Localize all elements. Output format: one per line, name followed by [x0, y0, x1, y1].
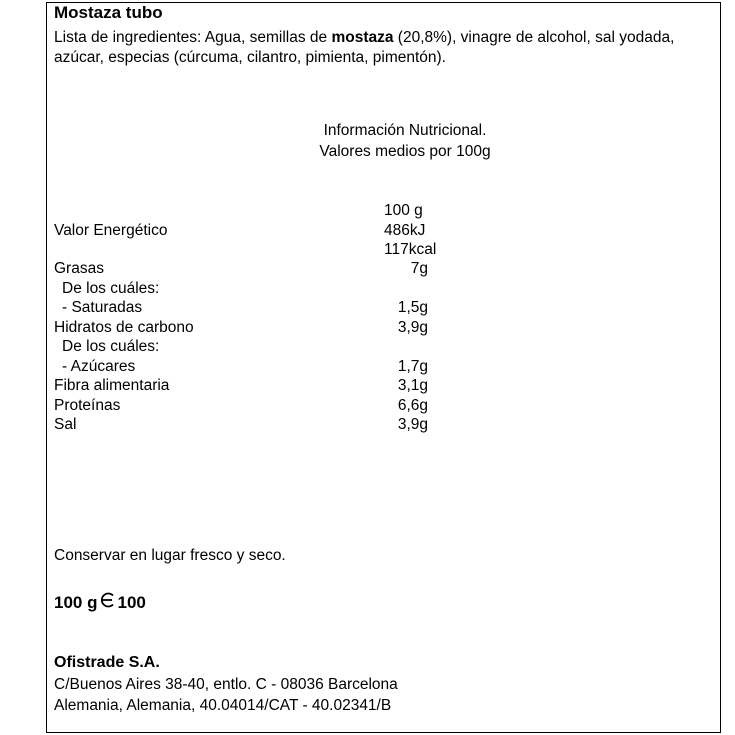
nutrition-row-label: - Saturadas	[62, 299, 143, 316]
ingredients-highlight: mostaza	[331, 29, 394, 46]
nutrition-row-value: 1,5g	[397, 299, 428, 316]
net-weight-value: 100	[117, 592, 146, 612]
nutrition-row-label: Sal	[54, 416, 77, 433]
nutrition-header-line1: Información Nutricional.	[323, 122, 487, 139]
nutrition-row-label: De los cuáles:	[62, 338, 160, 355]
nutrition-column-header: 100 g	[384, 202, 423, 219]
ingredients-prefix: Lista de ingredientes: Agua, semillas de	[54, 29, 332, 46]
nutrition-row-value: 3,9g	[397, 416, 428, 433]
nutrition-header-line2: Valores medios por 100g	[319, 143, 491, 160]
nutrition-row-label: Fibra alimentaria	[54, 377, 170, 394]
company-address-line2: Alemania, Alemania, 40.04014/CAT - 40.02341/B	[54, 697, 392, 714]
nutrition-row-value: 3,9g	[397, 319, 428, 336]
net-weight	[54, 591, 146, 614]
nutrition-row-value: 7g	[410, 260, 428, 277]
nutrition-row-label: Valor Energético	[54, 222, 168, 239]
nutrition-row-value: 486kJ	[384, 222, 426, 239]
storage-instructions: Conservar en lugar fresco y seco.	[54, 547, 286, 564]
ingredients-suffix: (20,8%), vinagre de alcohol, sal yodada, azúcar, especias (cúrcuma, cilantro, pimienta, pimentón).	[54, 29, 675, 66]
nutrition-row-value: 117kcal	[384, 241, 437, 258]
product-title: Mostaza tubo	[54, 3, 163, 22]
nutrition-row-value: 1,7g	[397, 358, 428, 375]
nutrition-row-label: Proteínas	[54, 397, 121, 414]
nutrition-row-label: Grasas	[54, 260, 104, 277]
company-address-line1: C/Buenos Aires 38-40, entlo. C - 08036 Barcelona	[54, 676, 398, 693]
e-mark-icon	[99, 591, 115, 614]
nutrition-row-label: - Azúcares	[62, 358, 136, 375]
nutrition-row-value: 3,1g	[397, 377, 428, 394]
net-weight-amount: 100 g	[54, 592, 98, 612]
nutrition-row-value: 6,6g	[397, 397, 428, 414]
nutrition-row-label: Hidratos de carbono	[54, 319, 194, 336]
nutrition-row-label: De los cuáles:	[62, 280, 160, 297]
company-name: Ofistrade S.A.	[54, 654, 160, 671]
ingredients-list	[54, 28, 704, 68]
